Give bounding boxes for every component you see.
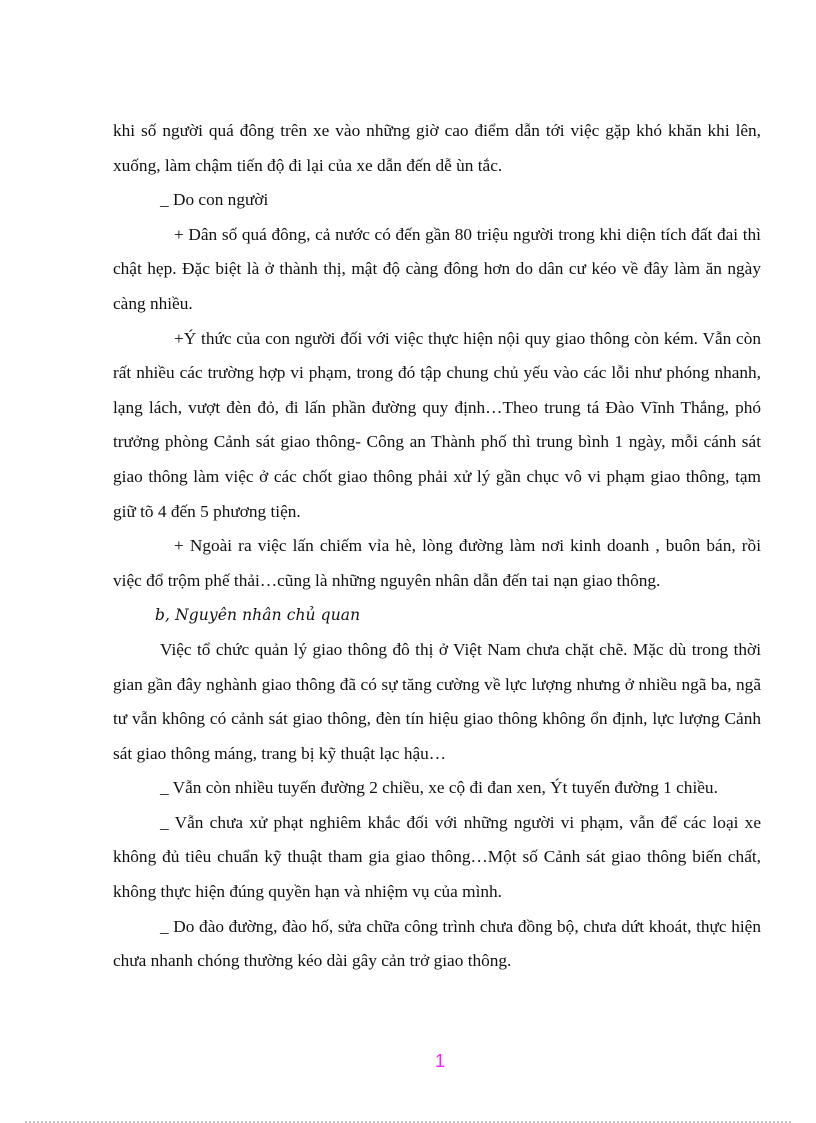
paragraph-xu-phat: _ Vẫn chưa xử phạt nghiêm khắc đối với những người vi phạm, vẫn để các loại xe không đủ tiêu chuẩn kỹ thuật tham gia giao thông…Một số Cảnh sát giao thông biến chất, không thực hiện đúng quyền hạn và nhiệm vụ của mình. bbox=[113, 812, 761, 902]
document-body bbox=[113, 114, 761, 979]
paragraph-lan-chiem: + Ngoài ra việc lấn chiếm vỉa hè, lòng đường làm nơi kinh doanh , buôn bán, rồi việc đổ trộm phế thải…cũng là những nguyên nhân dẫn đến tai nạn giao thông. bbox=[113, 536, 761, 590]
paragraph-y-thuc: +Ý thức của con người đối với việc thực hiện nội quy giao thông còn kém. Vẫn còn rất nhiều các trường hợp vi phạm, trong đó tập chung chủ yếu vào các lỗi như phóng nhanh, lạng lách, vượt đèn đỏ, đi lấn phần đường quy định…Theo trung tá Đào Vĩnh Thắng, phó trưởng phòng Cảnh sát giao thông- Công an Thành phố thì trung bình 1 ngày, mỗi cánh sát giao thông làm việc ở các chốt giao thông phải xử lý gần chục vô vi phạm giao thông, tạm giữ tõ 4 đến 5 phương tiện. bbox=[113, 328, 761, 521]
paragraph-continuation: khi số người quá đông trên xe vào những giờ cao điểm dẫn tới việc gặp khó khăn khi lên, xuống, làm chậm tiến độ đi lại của xe dẫn đến dễ ùn tắc. bbox=[113, 121, 761, 175]
paragraph-dao-duong: _ Do đào đường, đào hố, sửa chữa công trình chưa đồng bộ, chưa dứt khoát, thực hiện chưa nhanh chóng thường kéo dài gây cản trở giao thông. bbox=[113, 916, 761, 971]
page-number: 1 bbox=[434, 1051, 445, 1071]
paragraph-tuyen-duong: _ Vẫn còn nhiều tuyến đường 2 chiều, xe cộ đi đan xen, Ýt tuyến đường 1 chiều. bbox=[160, 778, 718, 798]
section-heading-nguyen-nhan-chu-quan: b, Nguyên nhân chủ quan bbox=[155, 606, 361, 625]
paragraph-do-con-nguoi: _ Do con người bbox=[160, 190, 269, 210]
paragraph-to-chuc-quan-ly: Việc tổ chức quản lý giao thông đô thị ở Việt Nam chưa chặt chẽ. Mặc dù trong thời gian gần đây nghành giao thông đã có sự tăng cường về lực lượng nhưng ở nhiều ngã ba, ngã tư vẫn không có cảnh sát giao thông, đèn tín hiệu giao thông không ổn định, lực lượng Cảnh sát giao thông máng, trang bị kỹ thuật lạc hậu… bbox=[113, 639, 761, 763]
paragraph-dan-so: + Dân số quá đông, cả nước có đến gần 80 triệu người trong khi diện tích đất đai thì chật hẹp. Đặc biệt là ở thành thị, mật độ càng đông hơn do dân cư kéo về đây làm ăn ngày càng nhiều. bbox=[113, 224, 761, 313]
